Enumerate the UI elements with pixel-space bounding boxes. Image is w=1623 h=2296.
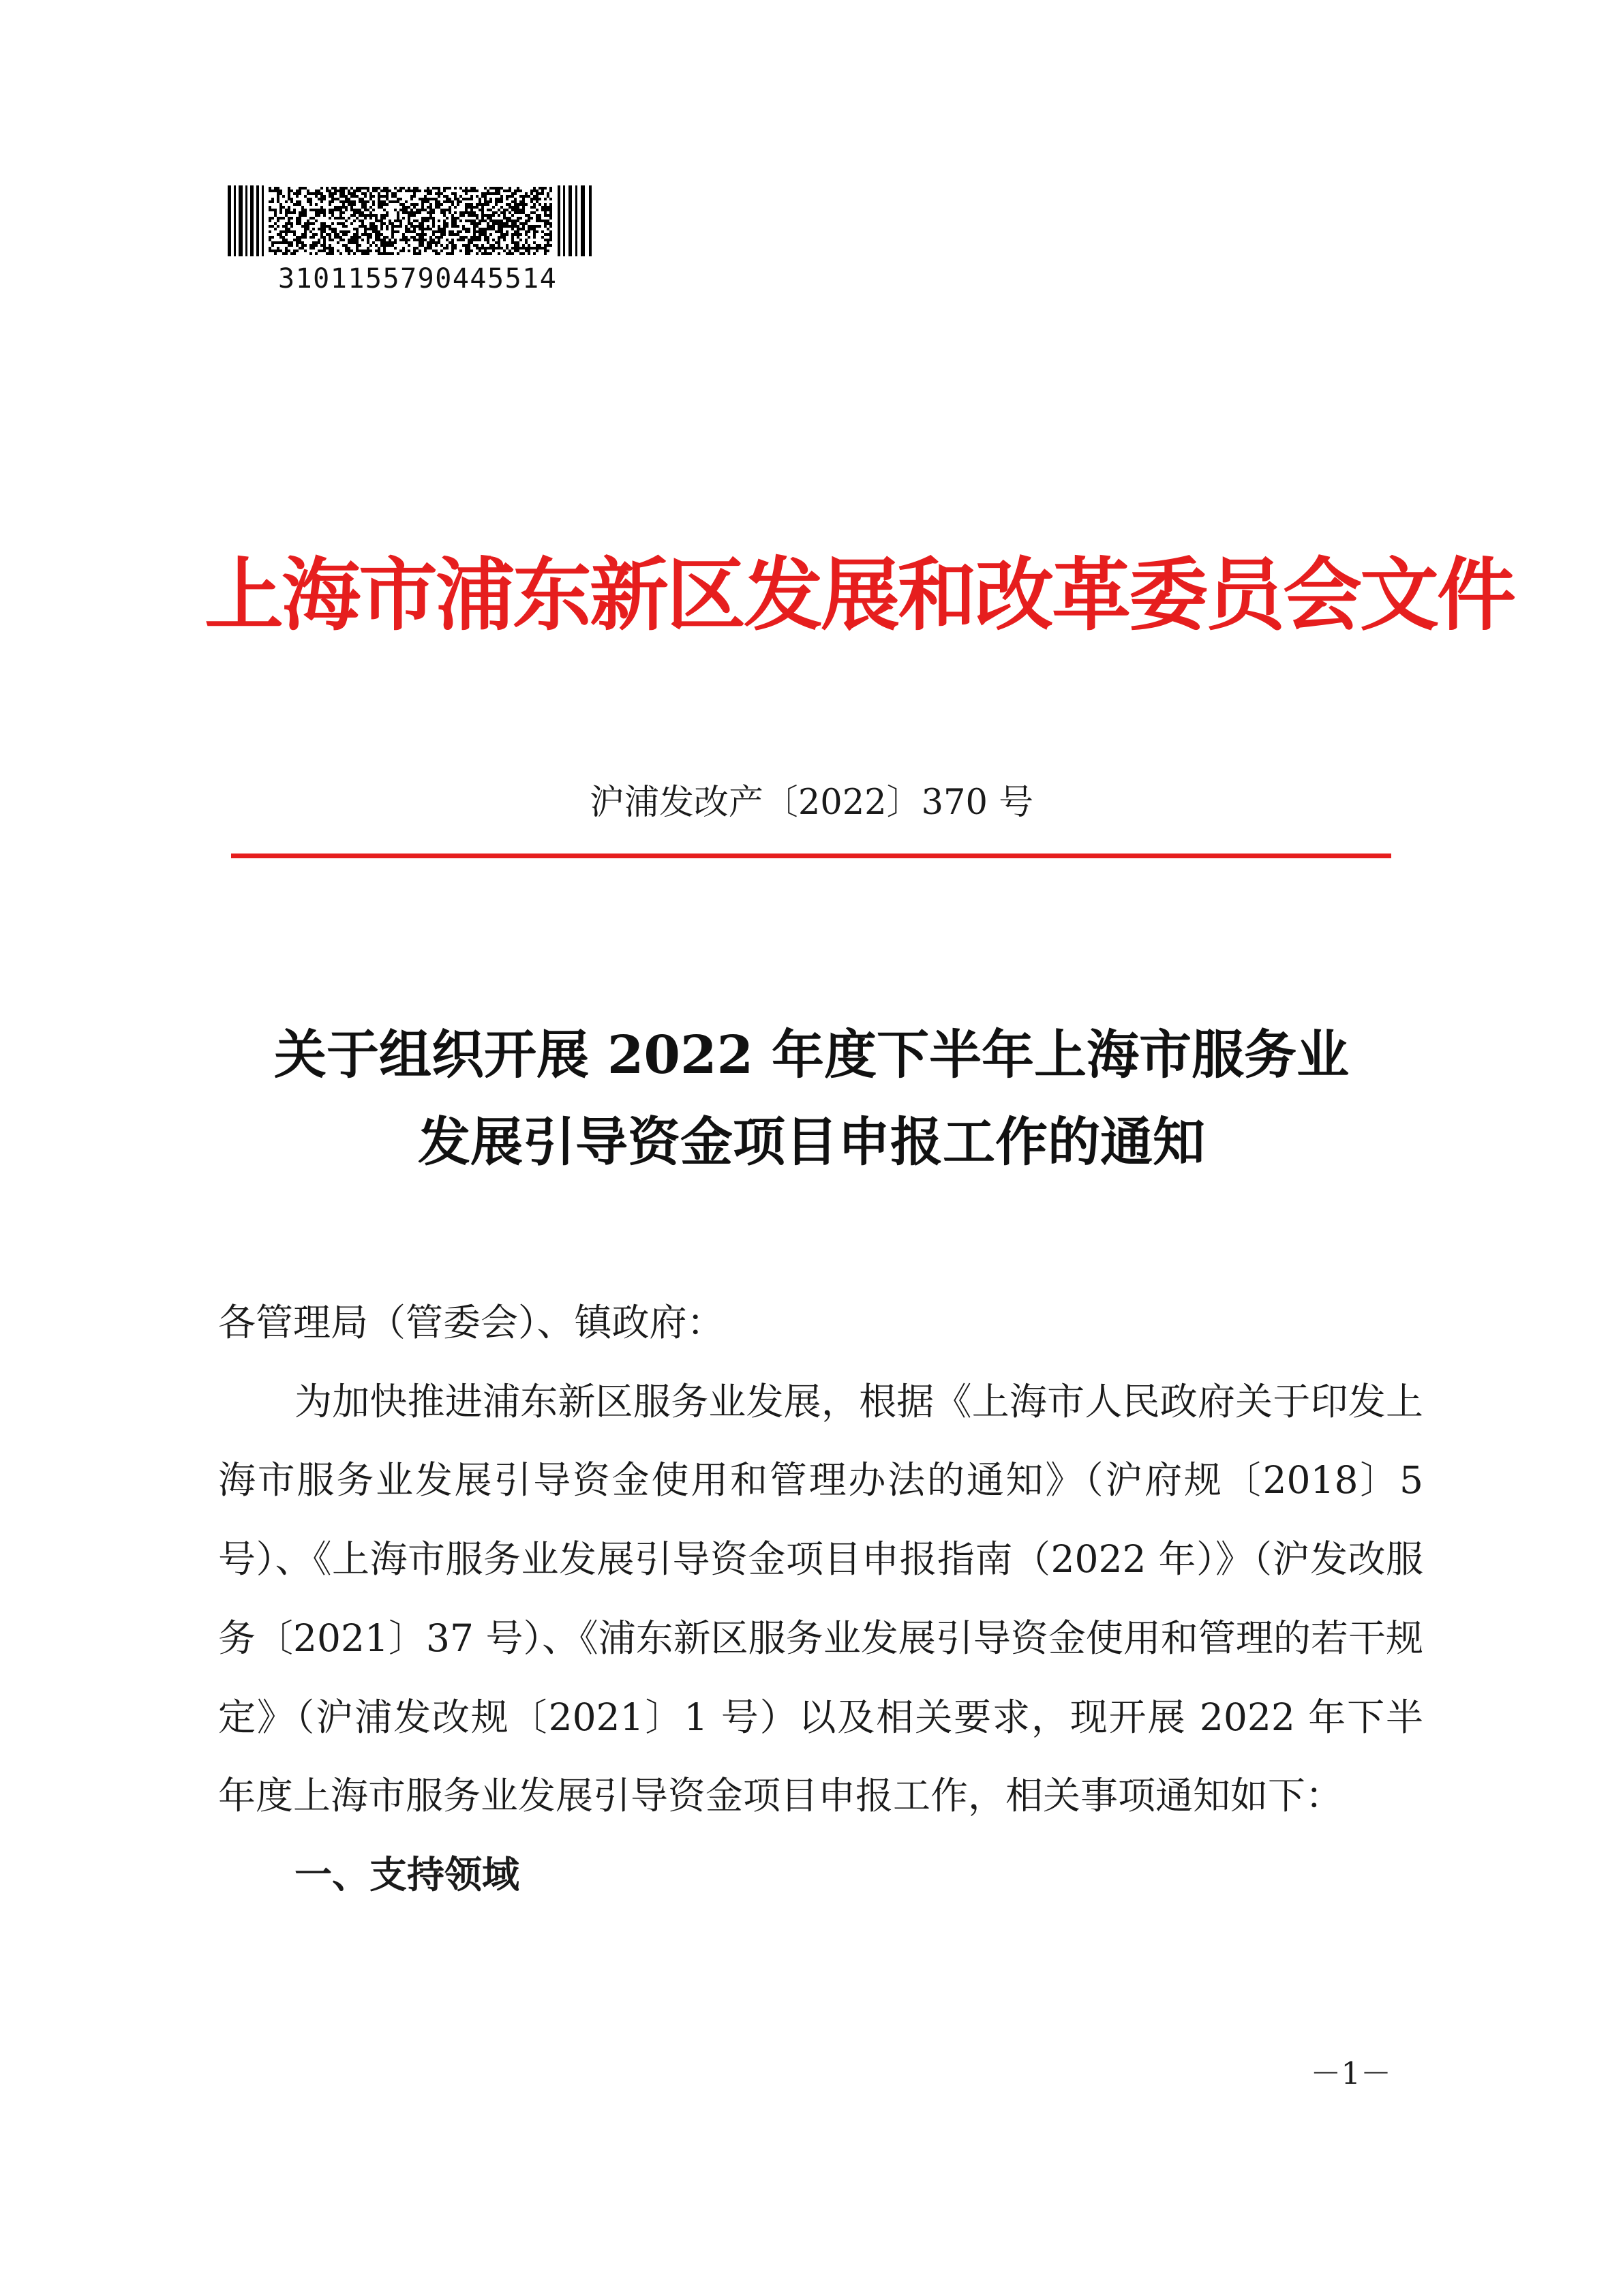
page-number: －1－ (1310, 2055, 1391, 2091)
notice-title (204, 1012, 1419, 1186)
document-number: 沪浦发改产〔2022〕370 号 (589, 783, 1034, 823)
barcode-block (228, 185, 596, 294)
red-divider-line (231, 854, 1391, 858)
body-paragraph: 为加快推进浦东新区服务业发展，根据《上海市人民政府关于印发上海市服务业发展引导资金使用和管理办法的通知》（沪府规〔2018〕5 号）、《上海市服务业发展引导资金项目申报指南（2022 年）》（沪发改服务〔2021〕37 号）、《浦东新区服务业发展引导资金使用和管理的若干规定》（沪浦发改规〔2021〕1 号）以及相关要求，现开展 2022 年下半年度上海市服务业发展引导资金项目申报工作，相关事项通知如下： (218, 1379, 1423, 1818)
body-text (218, 1284, 1423, 1915)
barcode-image (228, 185, 596, 256)
barcode-number: 3101155790445514 (278, 263, 558, 294)
title-line-2: 发展引导资金项目申报工作的通知 (418, 1112, 1205, 1173)
issuer-heading: 上海市浦东新区发展和改革委员会文件 (204, 549, 1514, 641)
section-heading: 一、支持领域 (294, 1852, 520, 1897)
salutation: 各管理局（管委会）、镇政府： (218, 1301, 725, 1344)
title-line-1: 关于组织开展 2022 年度下半年上海市服务业 (274, 1025, 1349, 1086)
